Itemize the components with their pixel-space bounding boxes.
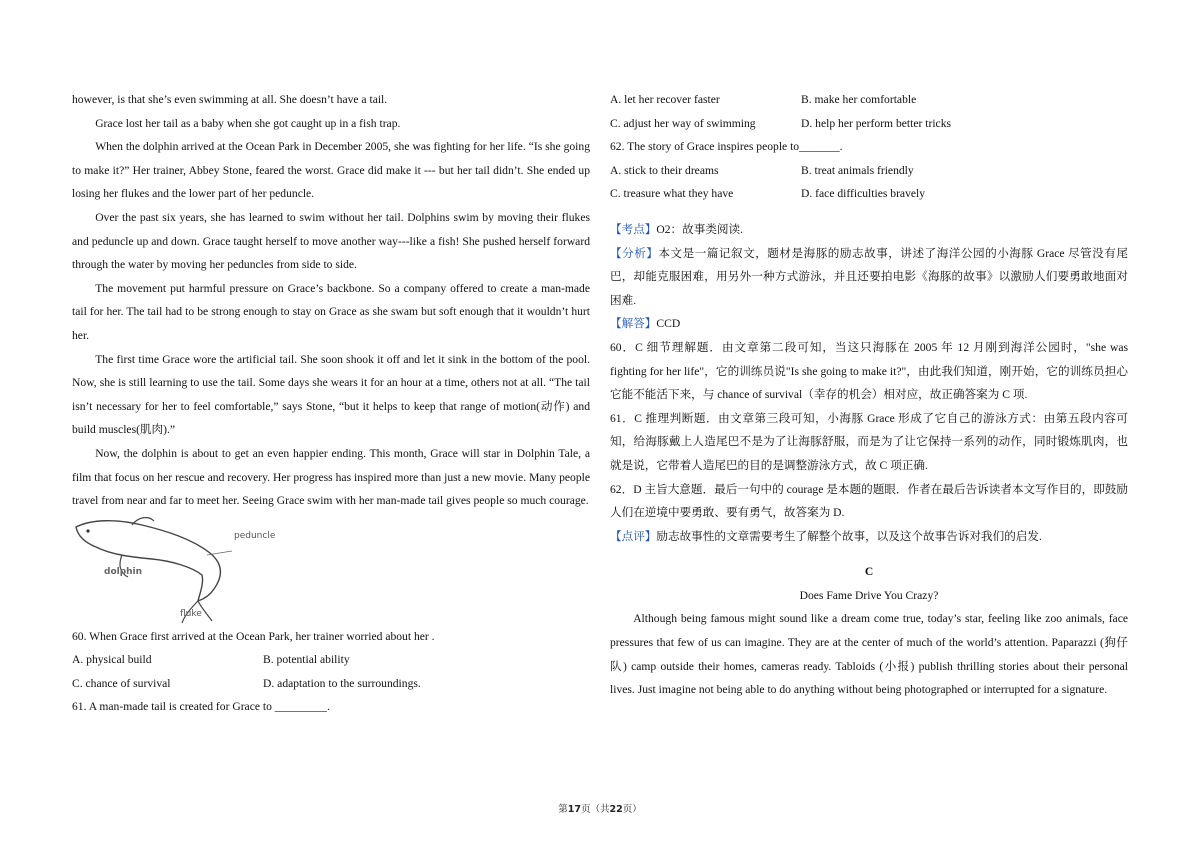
passage-paragraph: When the dolphin arrived at the Ocean Park in December 2005, she was fighting for her life. “Is she going to make it?” Her trainer, Abbey Stone, feared the worst. Grace did make it --- but her tail didn’t. She ended up losing her flukes and the lower part of her peduncle.: [72, 140, 590, 201]
passage-paragraph: however, is that she’s even swimming at all. She doesn’t have a tail.: [72, 93, 388, 106]
total-pages: 22: [609, 804, 623, 815]
left-column: [72, 88, 590, 719]
dianping-section: [610, 525, 1128, 549]
passage-title: Does Fame Drive You Crazy?: [799, 588, 939, 602]
q61-options-row-1: [610, 88, 1128, 112]
footer-prefix: 第: [558, 804, 568, 815]
q60-options-row-1: [72, 648, 590, 672]
q62-option-d: D. face difficulties bravely: [801, 187, 926, 201]
q60-option-d: D. adaptation to the surroundings.: [263, 676, 421, 690]
passage-paragraph: Over the past six years, she has learned to swim without her tail. Dolphins swim by moving their flukes and peduncle up and down. Grace taught herself to move another way---like a fish! She pushed herself forward through the water by moving her peduncles from side to side.: [72, 210, 590, 272]
question-60: 60. When Grace first arrived at the Ocean Park, her trainer worried about her .: [72, 629, 435, 643]
dolphin-figure: [72, 517, 590, 625]
q60-option-b: B. potential ability: [263, 653, 350, 667]
kaodian-text: O2：故事类阅读.: [656, 222, 744, 236]
passage-paragraph: Now, the dolphin is about to get an even happier ending. This month, Grace will star in Dolphin Tale, a film that focus on her rescue and recovery. Her progress has inspired more than just a new movie. Many people travel from near and far to meet her. Seeing Grace swim with her man-made tail gives people so much courage.: [72, 446, 590, 508]
fenxi-tag: 【分析】: [610, 246, 659, 260]
fenxi-section: [610, 242, 1128, 313]
passage-c-paragraph: Although being famous might sound like a dream come true, today’s star, feeling like zoo animals, face pressures that few of us can imagine. They are at the center of much of the world’s attention. Paparazzi (狗仔队) camp outside their homes, cameras ready. Tabloids (小报) publish thrilling stories about their personal lives. Just imagine not being able to do anything without being photographed or interrupted for a signature.: [610, 612, 1128, 697]
q62-option-c: C. treasure what they have: [610, 187, 734, 201]
dolphin-label: dolphin: [104, 566, 143, 577]
fluke-label: fluke: [180, 608, 202, 619]
q62-options-row-2: [610, 182, 1128, 206]
jieda-section: [610, 312, 1128, 336]
passage-paragraph: The first time Grace wore the artificial tail. She soon shook it off and let it sink in the bottom of the pool. Now, she is still learning to use the tail. Some days she wears it for an hour at a time, others not at all. “The tail isn’t necessary for her to feel comfortable,” says Stone, “but it helps to keep that range of motion(动作) and build muscles(肌肉).”: [72, 352, 590, 437]
q61-option-d: D. help her perform better tricks: [801, 116, 952, 130]
q62-options-row-1: [610, 159, 1128, 183]
right-column: [610, 88, 1128, 702]
q62-option-a: A. stick to their dreams: [610, 163, 719, 177]
q62-option-b: B. treat animals friendly: [801, 163, 914, 177]
q60-options-row-2: [72, 672, 590, 696]
question-61: 61. A man-made tail is created for Grace to _________.: [72, 700, 330, 714]
q61-options-row-2: [610, 112, 1128, 136]
fenxi-text: 本文是一篇记叙文，题材是海豚的励志故事，讲述了海洋公园的小海豚 Grace 尽管没有尾巴，却能克服困难，用另外一种方式游泳，并且还要拍电影《海豚的故事》以激励人们要勇敢地面对困难.: [610, 246, 1128, 307]
kaodian-tag: 【考点】: [610, 222, 657, 236]
question-62: 62. The story of Grace inspires people to_______.: [610, 140, 843, 154]
q60-option-a: A. physical build: [72, 653, 152, 667]
q61-option-b: B. make her comfortable: [801, 93, 917, 106]
q61-option-c: C. adjust her way of swimming: [610, 116, 756, 130]
answer-61-explanation: 61．C 推理判断题．由文章第三段可知，小海豚 Grace 形成了它自己的游泳方式：由第五段内容可知，给海豚戴上人造尾巴不是为了让海豚舒服，而是为了让它保持一系列的动作，同时锻炼肌肉，也就是说，它带着人造尾巴的目的是调整游泳方式，故 C 项正确.: [610, 411, 1128, 472]
peduncle-label: peduncle: [234, 530, 276, 541]
dianping-text: 励志故事性的文章需要考生了解整个故事，以及这个故事告诉对我们的启发.: [656, 529, 1042, 543]
footer-suffix: 页）: [622, 804, 642, 815]
answer-60-explanation: 60．C 细节理解题．由文章第二段可知，当这只海豚在 2005 年 12 月刚到海洋公园时，"she was fighting for her life"，它的训练员说"Is she going to make it?"，由此我们知道，刚开始，它的训练员担心它能不能活下来，与 chance of survival（幸存的机会）相对应，故正确答案为 C 项.: [610, 340, 1128, 402]
answer-62-explanation: 62．D 主旨大意题．最后一句中的 courage 是本题的题眼．作者在最后告诉读者本文写作目的，即鼓励人们在逆境中要勇敢、要有勇气，故答案为 D.: [610, 482, 1128, 520]
jieda-tag: 【解答】: [610, 317, 657, 331]
footer-mid: 页（共: [580, 804, 610, 815]
q60-option-c: C. chance of survival: [72, 676, 171, 690]
section-letter: C: [864, 565, 874, 579]
dianping-tag: 【点评】: [610, 529, 657, 543]
q61-option-a: A. let her recover faster: [610, 93, 720, 106]
passage-paragraph: The movement put harmful pressure on Grace’s backbone. So a company offered to create a man-made tail for her. The tail had to be strong enough to stay on Grace as she swam but soft enough that it wouldn’t hurt her.: [72, 281, 590, 342]
kaodian-section: [610, 218, 1128, 242]
passage-paragraph: Grace lost her tail as a baby when she got caught up in a fish trap.: [95, 116, 401, 130]
page-footer: [0, 801, 1200, 815]
page-number: 17: [567, 804, 581, 815]
jieda-text: CCD: [656, 317, 681, 331]
